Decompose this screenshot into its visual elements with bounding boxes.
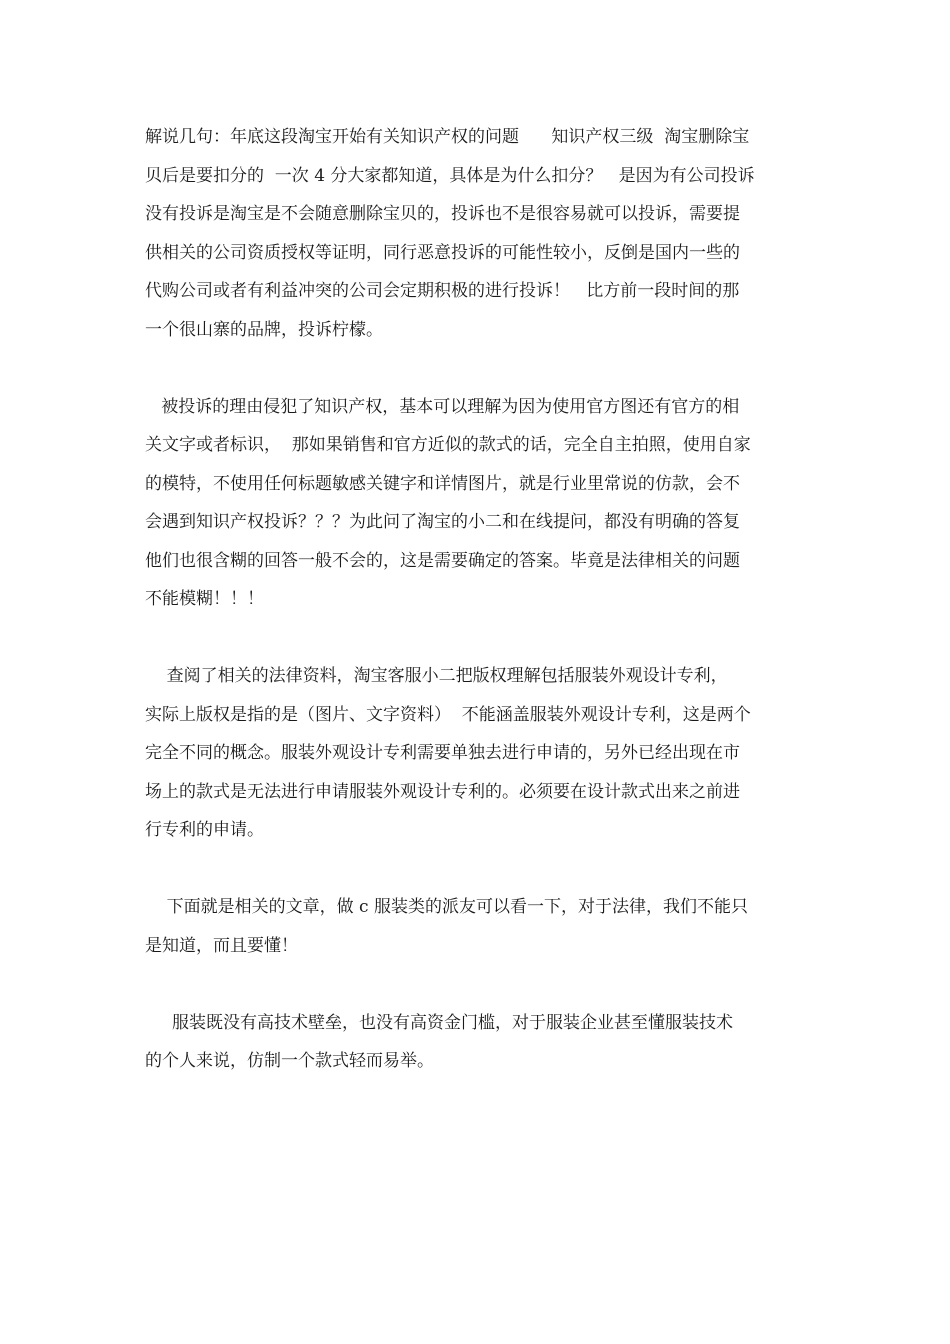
paragraph-spacer bbox=[145, 965, 810, 1004]
paragraph-1 bbox=[145, 118, 810, 349]
text-line: 实际上版权是指的是（图片、文字资料） 不能涵盖服装外观设计专利，这是两个 bbox=[145, 704, 751, 725]
text-line: 会遇到知识产权投诉？？？为此问了淘宝的小二和在线提问，都没有明确的答复 bbox=[145, 512, 740, 532]
paragraph-2 bbox=[145, 388, 810, 619]
text-line: 供相关的公司资质授权等证明，同行恶意投诉的可能性较小，反倒是国内一些的 bbox=[145, 242, 740, 263]
text-line: 贝后是要扣分的 一次 4 分大家都知道，具体是为什么扣分？ 是因为有公司投诉 bbox=[145, 165, 755, 186]
text-line: 下面就是相关的文章，做 c 服装类的派友可以看一下，对于法律，我们不能只 bbox=[145, 897, 748, 917]
text-line: 代购公司或者有利益冲突的公司会定期积极的进行投诉！ 比方前一段时间的那 bbox=[145, 281, 740, 301]
text-line: 查阅了相关的法律资料，淘宝客服小二把版权理解包括服装外观设计专利， bbox=[145, 666, 728, 686]
text-line: 完全不同的概念。服装外观设计专利需要单独去进行申请的，另外已经出现在市 bbox=[145, 743, 740, 763]
paragraph-spacer bbox=[145, 619, 810, 658]
paragraph-spacer bbox=[145, 850, 810, 889]
paragraph-3 bbox=[145, 657, 810, 850]
paragraph-spacer bbox=[145, 349, 810, 388]
text-line: 服装既没有高技术壁垒，也没有高资金门槛，对于服装企业甚至懂服装技术 bbox=[145, 1012, 734, 1033]
paragraph-5 bbox=[145, 1004, 810, 1081]
text-line: 没有投诉是淘宝是不会随意删除宝贝的，投诉也不是很容易就可以投诉，需要提 bbox=[145, 204, 740, 224]
text-line: 行专利的申请。 bbox=[145, 820, 264, 840]
text-line: 不能模糊！！！ bbox=[145, 589, 264, 609]
text-line: 解说几句：年底这段淘宝开始有关知识产权的问题 知识产权三级 淘宝删除宝 bbox=[145, 127, 750, 147]
text-line: 场上的款式是无法进行申请服装外观设计专利的。必须要在设计款式出来之前进 bbox=[145, 781, 740, 802]
text-line: 他们也很含糊的回答一般不会的，这是需要确定的答案。毕竟是法律相关的问题 bbox=[145, 550, 740, 571]
paragraph-4 bbox=[145, 888, 810, 965]
text-line: 的个人来说，仿制一个款式轻而易举。 bbox=[145, 1051, 434, 1071]
text-line: 是知道，而且要懂！ bbox=[145, 935, 298, 956]
text-line: 关文字或者标识， 那如果销售和官方近似的款式的话，完全自主拍照，使用自家 bbox=[145, 435, 751, 455]
text-line: 的模特，不使用任何标题敏感关键字和详情图片，就是行业里常说的仿款，会不 bbox=[145, 473, 740, 494]
document-body bbox=[145, 118, 810, 1081]
text-line: 一个很山寨的品牌，投诉柠檬。 bbox=[145, 319, 383, 340]
text-line: 被投诉的理由侵犯了知识产权，基本可以理解为因为使用官方图还有官方的相 bbox=[145, 396, 740, 417]
